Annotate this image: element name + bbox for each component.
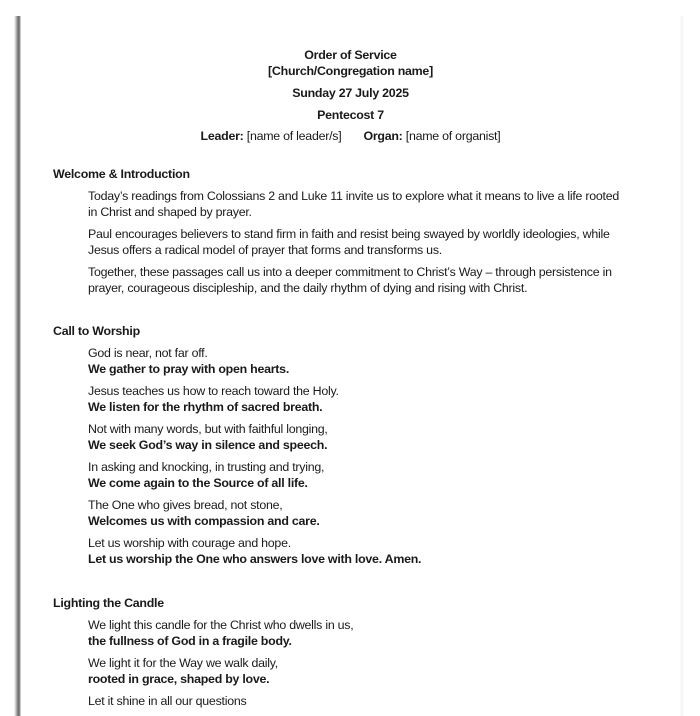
people-response: We come again to the Source of all life. <box>88 476 308 490</box>
welcome-paragraph <box>88 226 648 258</box>
page-left-shadow <box>14 16 21 716</box>
call-to-worship-exchange <box>88 421 648 453</box>
people-response: We seek God’s way in silence and speech. <box>88 438 328 452</box>
paragraph-line: Today’s readings from Colossians 2 and Luke 11 invite us to explore what it means to live a life rooted <box>88 189 619 203</box>
document-title: Order of Service <box>304 48 397 62</box>
leader-line: God is near, not far off. <box>88 346 208 360</box>
paragraph-line: Jesus offers a radical model of prayer that forms and transforms us. <box>88 243 442 257</box>
candle-exchange <box>88 617 648 649</box>
leader-value: [name of leader/s] <box>246 129 342 143</box>
welcome-paragraph <box>88 264 648 296</box>
leader-line: Let it shine in all our questions <box>88 694 247 708</box>
congregation-name: [Church/Congregation name] <box>268 64 433 78</box>
call-to-worship-exchange <box>88 459 648 491</box>
welcome-paragraph <box>88 188 648 220</box>
leader-line: The One who gives bread, not stone, <box>88 498 283 512</box>
section-heading-lighting-candle: Lighting the Candle <box>53 596 164 610</box>
leader-line: Let us worship with courage and hope. <box>88 536 291 550</box>
people-response: Welcomes us with compassion and care. <box>88 514 320 528</box>
people-response: the fullness of God in a fragile body. <box>88 634 292 648</box>
call-to-worship-exchange <box>88 497 648 529</box>
leader-line: Jesus teaches us how to reach toward the Holy. <box>88 384 339 398</box>
organ-label: Organ: <box>363 129 403 143</box>
candle-exchange <box>88 693 648 709</box>
page-right-edge <box>680 16 684 716</box>
paragraph-line: Together, these passages call us into a deeper commitment to Christ’s Way – through persistence in <box>88 265 612 279</box>
call-to-worship-exchange <box>88 383 648 415</box>
leader-label: Leader: <box>200 129 244 143</box>
candle-exchange <box>88 655 648 687</box>
people-response: We listen for the rhythm of sacred breath. <box>88 400 323 414</box>
service-date: Sunday 27 July 2025 <box>292 86 409 100</box>
paragraph-line: Paul encourages believers to stand firm in faith and resist being swayed by worldly ideologies, while <box>88 227 610 241</box>
leader-line: We light this candle for the Christ who dwells in us, <box>88 618 354 632</box>
paragraph-line: prayer, courageous discipleship, and the daily rhythm of dying and rising with Christ. <box>88 281 528 295</box>
section-heading-call-to-worship: Call to Worship <box>53 324 140 338</box>
liturgical-day: Pentecost 7 <box>317 108 384 122</box>
people-response: Let us worship the One who answers love with love. Amen. <box>88 552 422 566</box>
people-response: We gather to pray with open hearts. <box>88 362 290 376</box>
people-response: rooted in grace, shaped by love. <box>88 672 270 686</box>
leader-line: In asking and knocking, in trusting and trying, <box>88 460 325 474</box>
leader-line: Not with many words, but with faithful longing, <box>88 422 328 436</box>
section-heading-welcome: Welcome & Introduction <box>53 167 190 181</box>
document-page <box>21 16 680 716</box>
leader-line: We light it for the Way we walk daily, <box>88 656 278 670</box>
paragraph-line: in Christ and shaped by prayer. <box>88 205 252 219</box>
organ-value: [name of organist] <box>405 129 501 143</box>
personnel-line <box>21 128 680 144</box>
call-to-worship-exchange <box>88 345 648 377</box>
call-to-worship-exchange <box>88 535 648 567</box>
